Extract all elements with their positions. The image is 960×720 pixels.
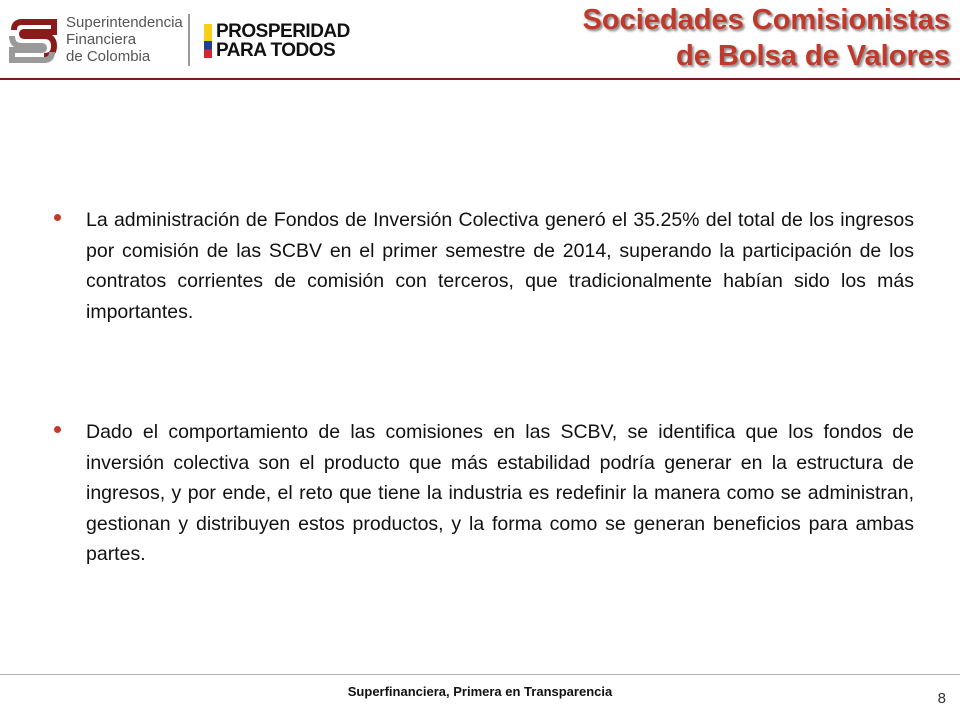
bullet-item [52,417,914,570]
sfc-line-3: de Colombia [66,48,151,65]
sfc-line-2: Financiera [66,31,137,48]
page-number: 8 [937,690,946,707]
footer-slogan: Superfinanciera, Primera en Transparencia [347,684,613,699]
superfinanciera-logo [8,12,183,68]
slide-title [583,2,950,74]
pp-line-1: PROSPERIDAD [216,21,350,42]
bullet-list [52,205,914,570]
prosperidad-wordmark [216,22,350,60]
slide-header [0,0,960,80]
bullet-text: Dado el comportamiento de las comisiones en las SCBV, se identifica que los fondos de inversión colectiva son el producto que más estabilidad podría generar en la estructura de ingresos, y por ende, el reto que tiene la industria es redefinir la manera como se administran, gestionan y distribuyen estos productos, y la forma como se generan beneficios para ambas partes. [86,421,914,565]
prosperidad-logo [204,22,354,62]
colombia-flag-icon [204,24,212,58]
sfc-line-1: Superintendencia [66,14,183,31]
superfinanciera-emblem-icon [8,16,58,66]
logo-divider [188,14,190,66]
bullet-text: La administración de Fondos de Inversión Colectiva generó el 35.25% del total de los ingresos por comisión de las SCBV en el primer semestre de 2014, superando la participación de los contratos corrientes de comisión con terceros, que tradicionalmente habían sido los más importantes. [86,209,914,323]
footer-rule [0,674,960,675]
pp-line-2: PARA TODOS [216,40,336,61]
bullet-dot-icon [54,426,61,433]
bullet-item [52,205,914,327]
header-rule [0,78,960,80]
bullet-dot-icon [54,214,61,221]
superfinanciera-wordmark [66,14,183,65]
slide-title-line-2: de Bolsa de Valores [675,40,950,72]
slide-title-line-1: Sociedades Comisionistas [582,4,950,36]
